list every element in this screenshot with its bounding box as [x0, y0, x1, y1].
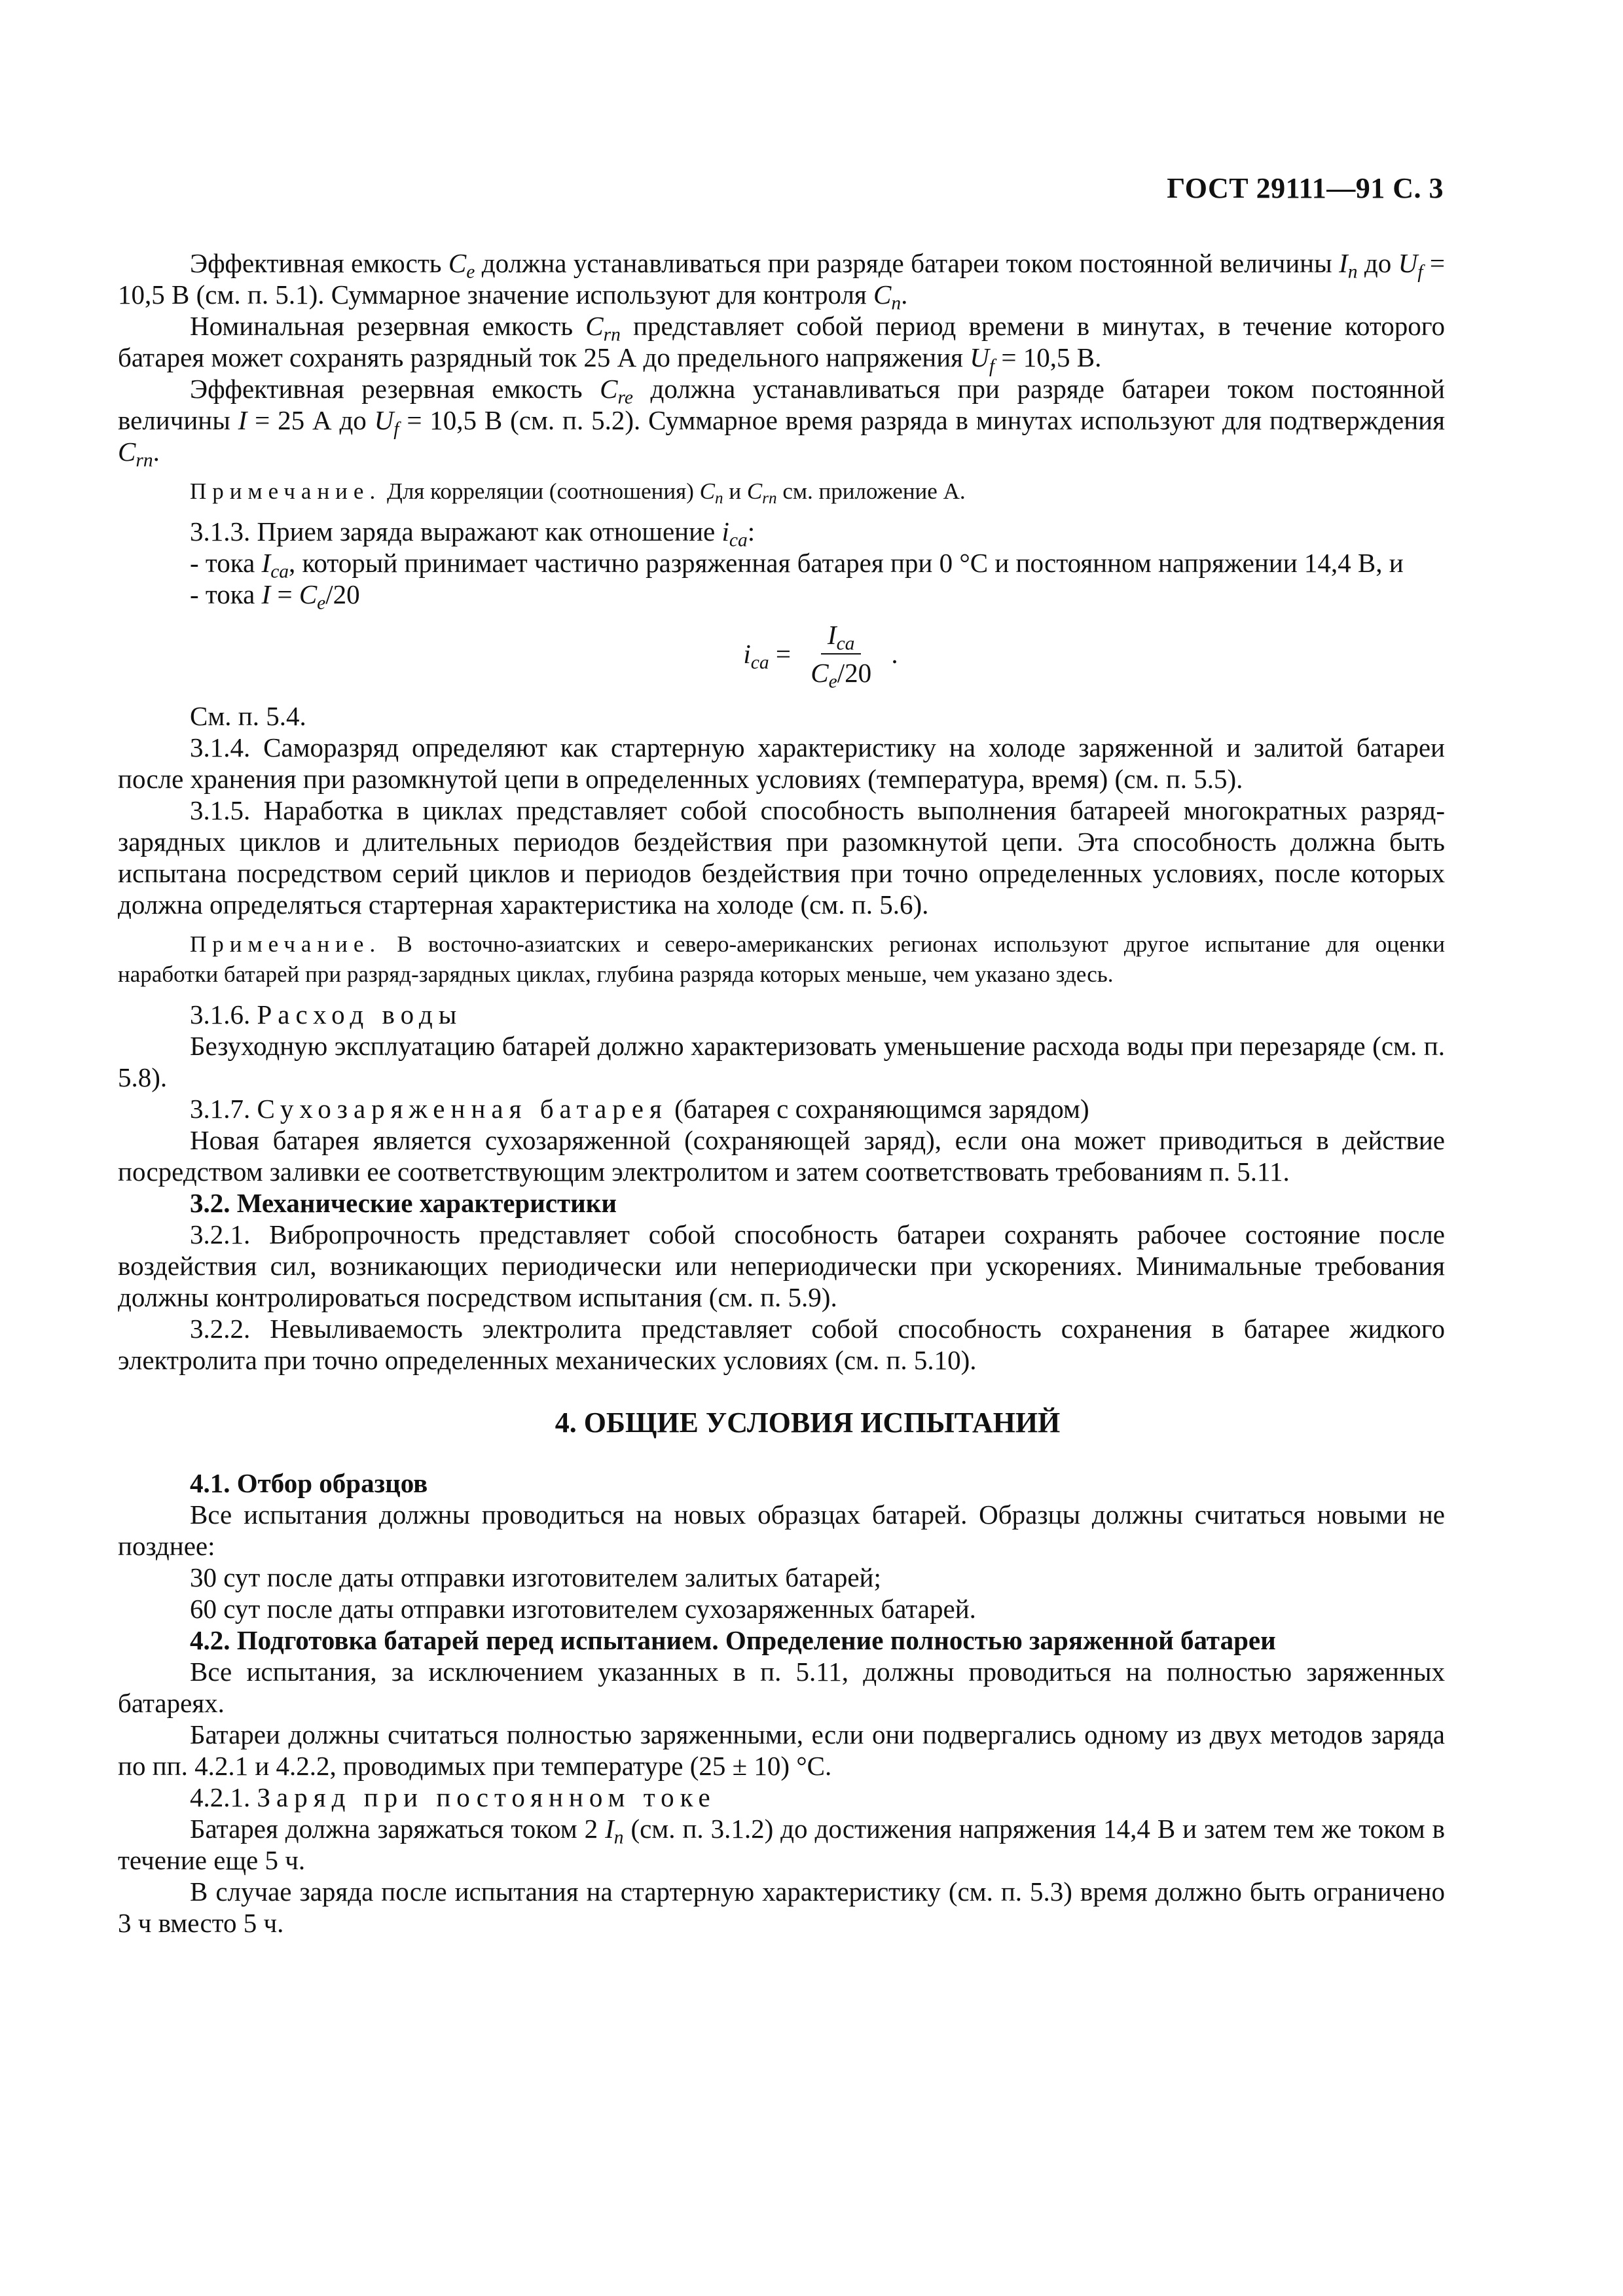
clause-4-2-1-text-2: В случае заряда после испытания на стартерную характеристику (см. п. 5.3) время должно быть ограничено 3 ч вместо 5 ч. — [118, 1876, 1445, 1938]
reference-5-4: См. п. 5.4. — [190, 701, 306, 731]
text: = 10,5 В (см. п. 5.2). Суммарное время разряда в минутах используют для подтверждения — [399, 405, 1445, 435]
symbol-ica-current: $I_{ca}$ — [261, 548, 289, 583]
text: В восточно-азиатских и северо-американских регионах используют другое испытание для оценки наработки батарей при разряд-зарядных циклах, глубина разряда которых меньше, чем указано здесь. — [118, 931, 1445, 987]
symbol-crn: $C_{rn}$ — [746, 478, 777, 508]
text: Батарея должна заряжаться током 2 — [190, 1814, 606, 1844]
text: 3.1.3. Прием заряда выражают как отношение — [190, 516, 722, 547]
text: Номинальная резервная емкость — [190, 311, 586, 341]
running-header: ГОСТ 29111—91 С. 3 — [1167, 172, 1444, 204]
clause-3-1-7-text: Новая батарея является сухозаряженной (сохраняющей заряд), если она может приводиться в действие посредством заливки ее соответствующим электролитом и затем соответствовать требованиям п. 5.11. — [118, 1125, 1445, 1187]
text: (см. п. 3.1.2) до достижения напряжения 14,4 В и затем тем же током в течение еще 5 ч. — [118, 1814, 1445, 1875]
text: - тока — [190, 579, 262, 609]
formula-numerator: $I_{ca}$ — [821, 619, 862, 655]
clause-4-1-item-2: 60 сут после даты отправки изготовителем сухозаряженных батарей. — [190, 1594, 976, 1624]
symbol-crn: $C_{rn}$ — [585, 311, 621, 346]
text: представляет собой период времени в минутах, в течение которого батарея может сохранять разрядный ток 25 А до предельного напряжения — [118, 311, 1445, 372]
symbol-i: I — [261, 579, 271, 609]
note-label: Примечание. — [190, 931, 382, 957]
symbol-ce: $C_e$ — [299, 579, 326, 614]
clause-3-1-3: 3.1.3. Прием заряда выражают как отношение $i_{ca}$: — [190, 516, 756, 551]
clause-4-1-text: Все испытания должны проводиться на новых образцах батарей. Образцы должны считаться новыми не позднее: — [118, 1499, 1445, 1561]
formula-denominator: $C_e/20$ — [811, 658, 872, 692]
symbol-uf: $U_f$ — [1398, 248, 1423, 283]
clause-3-1-5: 3.1.5. Наработка в циклах представляет собой способность выполнения батареей многократных разряд-зарядных циклов и длительных периодов бездействия при разомкнутой цепи. Эта способность должна быть испытана посредством серий циклов и периодов бездействия при точно определенных условиях, после которых должна определяться стартерная характеристика на холоде (см. п. 5.6). — [118, 795, 1445, 920]
clause-4-2-1-text-1 — [118, 1813, 1445, 1876]
spaced-title: Сухозаряженная батарея — [257, 1094, 668, 1124]
text: Эффективная резервная емкость — [190, 374, 600, 404]
formula-equals: = — [769, 639, 798, 669]
symbol-ica: $i_{ca}$ — [721, 516, 748, 551]
section-title-4: 4. ОБЩИЕ УСЛОВИЯ ИСПЫТАНИЙ — [555, 1407, 1061, 1439]
symbol-ce: $C_e$ — [448, 248, 475, 283]
clause-3-1-3-item-2: - тока $I = C_e/20$ — [190, 579, 360, 614]
clause-3-1-6-heading: 3.1.6. Расход воды — [190, 999, 463, 1030]
text: , который принимает частично разряженная батарея при 0 °С и постоянном напряжении 14,4 В, и — [289, 548, 1404, 578]
clause-4-1-item-1: 30 сут после даты отправки изготовителем залитых батарей; — [190, 1562, 881, 1592]
symbol-crn: $C_{rn}$ — [118, 437, 153, 471]
document-body — [118, 247, 1445, 1939]
spaced-title: Заряд при постоянном токе — [257, 1782, 716, 1812]
symbol-cn: $C_n$ — [699, 478, 723, 508]
clause-3-2-1: 3.2.1. Вибропрочность представляет собой способность батареи сохранять рабочее состояние после воздействия сил, возникающих периодически или непериодически при ускорениях. Минимальные требования должны контролироваться посредством испытания (см. п. 5.9). — [118, 1219, 1445, 1312]
text: до — [1357, 248, 1398, 278]
symbol-in: $I_n$ — [605, 1814, 624, 1848]
clause-3-2-2: 3.2.2. Невыливаемость электролита представляет собой способность сохранения в батарее жидкого электролита при точно определенных механических условиях (см. п. 5.10). — [118, 1314, 1445, 1375]
paragraph-effective-reserve-capacity: Эффективная резервная емкость $C_{re}$ должна устанавливаться при разряде батареи током постоянной величины I = 25 А до $U_f = 10,5$ В (см. п. 5.2). Суммарное время разряда в минутах используют для подтверждения $C_{rn}$. — [118, 374, 1445, 471]
text: - тока — [190, 548, 262, 578]
formula-fraction — [804, 619, 878, 692]
text: = 25 А до — [247, 405, 374, 435]
text: должна устанавливаться при разряде батареи током постоянной величины — [475, 248, 1340, 278]
paragraph-reserve-capacity: Номинальная резервная емкость $C_{rn}$ представляет собой период времени в минутах, в течение которого батарея может сохранять разрядный ток 25 А до предельного напряжения $U_f = 10,5$ В. — [118, 311, 1445, 377]
symbol-cn: $C_n$ — [873, 279, 902, 314]
note-label: Примечание. — [190, 478, 382, 504]
note-correlation: Примечание. Для корреляции (соотношения) $C_n$ и $C_{rn}$ см. приложение А. — [190, 478, 966, 508]
symbol-in: $I_n$ — [1339, 248, 1358, 283]
clause-4-2-1-heading: 4.2.1. Заряд при постоянном токе — [190, 1782, 716, 1812]
formula-end: . — [884, 639, 898, 669]
text: Эффективная емкость — [190, 248, 448, 278]
clause-3-1-7-heading: 3.1.7. Сухозаряженная батарея (батарея с сохраняющимся зарядом) — [190, 1094, 1089, 1124]
note-cycling — [118, 929, 1445, 990]
formula-charge-acceptance — [118, 619, 1445, 692]
clause-3-1-4: 3.1.4. Саморазряд определяют как стартерную характеристику на холоде заряженной и залитой батареи после хранения при разомкнутой цепи в определенных условиях (температура, время) (см. п. 5.5). — [118, 732, 1445, 794]
symbol-uf: $U_f$ — [970, 342, 995, 377]
clause-3-1-3-item-1 — [118, 547, 1445, 583]
heading-3-2: 3.2. Механические характеристики — [190, 1188, 617, 1218]
symbol-cre: $C_{re}$ — [600, 374, 633, 408]
text: = 10,5 В (см. п. 5.1). Суммарное значение используют для контроля — [118, 248, 1445, 310]
clause-4-2-text-2: Батареи должны считаться полностью заряженными, если они подвергались одному из двух методов заряда по пп. 4.2.1 и 4.2.2, проводимых при температуре (25 ± 10) °С. — [118, 1719, 1445, 1781]
formula-lhs: $i_{ca}$ — [743, 639, 769, 673]
clause-3-1-6-text: Безуходную эксплуатацию батарей должно характеризовать уменьшение расхода воды при перезаряде (см. п. 5.8). — [118, 1031, 1445, 1092]
text: должна устанавливаться при разряде батареи током постоянной величины — [118, 374, 1445, 435]
text: Для корреляции (соотношения) — [381, 478, 700, 504]
spaced-title: Расход воды — [257, 999, 463, 1030]
symbol-i: I — [238, 405, 247, 435]
symbol-uf: $U_f$ — [374, 405, 399, 440]
clause-4-2-text-1: Все испытания, за исключением указанных в п. 5.11, должны проводиться на полностью заряженных батареях. — [118, 1657, 1445, 1718]
heading-4-2: 4.2. Подготовка батарей перед испытанием. Определение полностью заряженной батареи — [190, 1625, 1276, 1655]
heading-4-1: 4.1. Отбор образцов — [190, 1468, 428, 1498]
paragraph-effective-capacity: Эффективная емкость $C_e$ должна устанавливаться при разряде батареи током постоянной величины $I_n$ до $U_f = 10,5$ В (см. п. 5.1). Суммарное значение используют для контроля $C_n$. — [118, 248, 1445, 314]
